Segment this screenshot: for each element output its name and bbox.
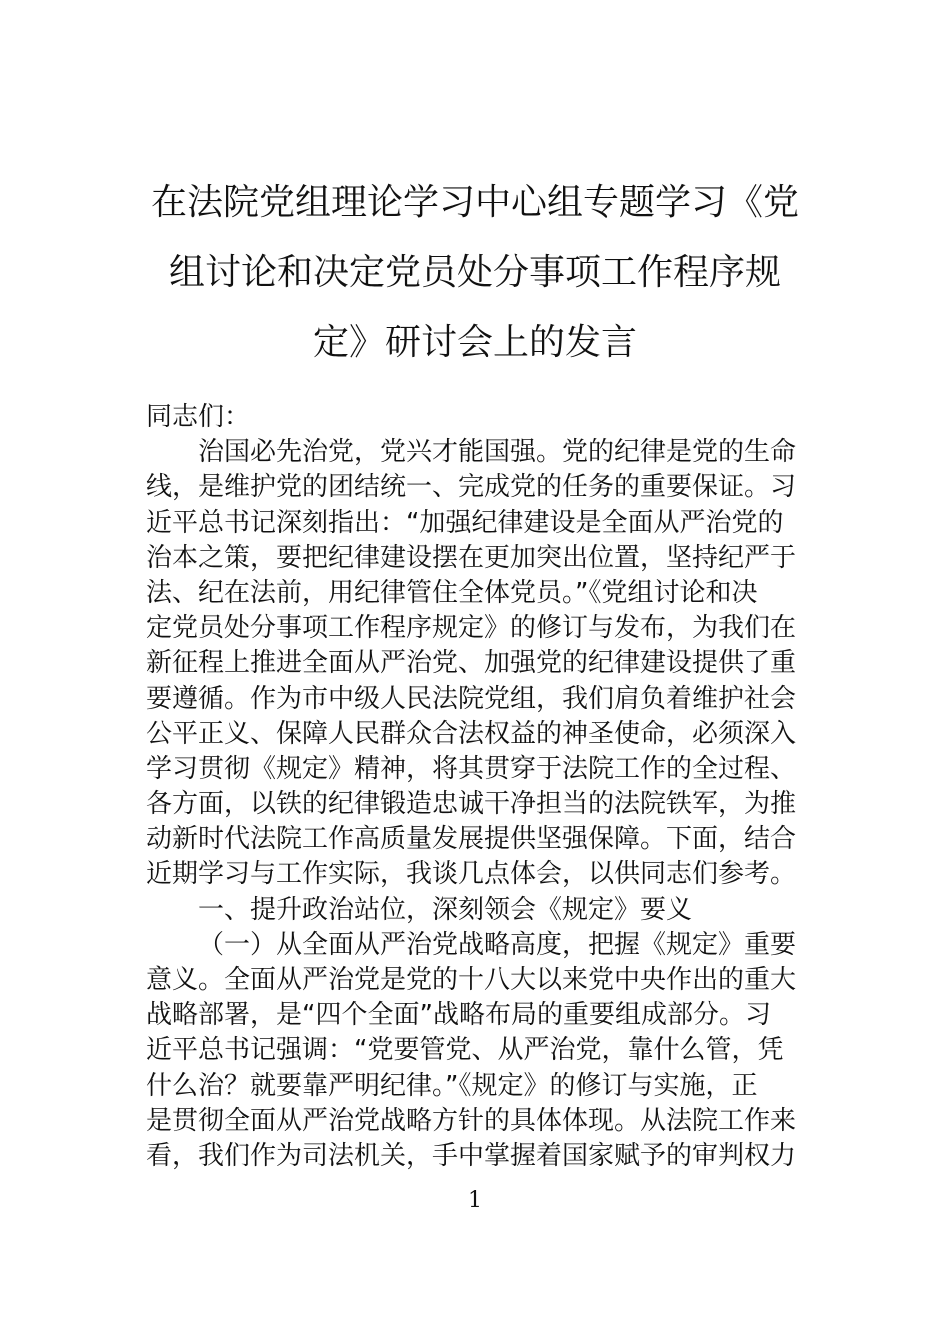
body-line: 近期学习与工作实际，我谈几点体会，以供同志们参考。: [146, 859, 797, 890]
body-line: 是贯彻全面从严治党战略方针的具体体现。从法院工作来: [146, 1105, 797, 1136]
body-line: 学习贯彻《规定》精神，将其贯穿于法院工作的全过程、: [146, 753, 797, 784]
body-line: 什么治？就要靠严明纪律。”《规定》的修订与实施，正: [146, 1070, 758, 1101]
body-line: 意义。全面从严治党是党的十八大以来党中央作出的重大: [146, 965, 797, 995]
salutation: 同志们：: [146, 402, 251, 432]
document-title: [150, 168, 800, 378]
section-heading: 一、提升政治站位，深刻领会《规定》要义: [198, 894, 693, 925]
body-line: 近平总书记强调：“党要管党、从严治党，靠什么管，凭: [146, 1035, 784, 1066]
body-line: 新征程上推进全面从严治党、加强党的纪律建设提供了重: [146, 648, 797, 679]
body-line: 要遵循。作为市中级人民法院党组，我们肩负着维护社会: [146, 683, 797, 714]
body-line: 看，我们作为司法机关，手中掌握着国家赋予的审判权力: [146, 1140, 797, 1171]
body-line: 治国必先治党，党兴才能国强。党的纪律是党的生命: [198, 437, 797, 468]
body-line: （一）从全面从严治党战略高度，把握《规定》重要: [198, 929, 797, 960]
body-line: 定党员处分事项工作程序规定》的修订与发布，为我们在: [146, 613, 797, 644]
title-line-2: 组讨论和决定党员处分事项工作程序规: [168, 252, 781, 293]
document-body: [146, 400, 806, 1174]
title-line-3: 定》研讨会上的发言: [312, 322, 637, 363]
body-line: 各方面，以铁的纪律锻造忠诚干净担当的法院铁军，为推: [146, 789, 797, 820]
body-line: 线，是维护党的团结统一、完成党的任务的重要保证。习: [146, 472, 797, 503]
body-line: 公平正义、保障人民群众合法权益的神圣使命，必须深入: [146, 718, 797, 749]
page-number: 1: [468, 1188, 482, 1213]
body-line: 治本之策，要把纪律建设摆在更加突出位置，坚持纪严于: [146, 542, 797, 573]
body-line: 战略部署，是“四个全面”战略布局的重要组成部分。习: [146, 1000, 771, 1031]
body-line: 近平总书记深刻指出：“加强纪律建设是全面从严治党的: [146, 507, 784, 538]
body-line: 法、纪在法前，用纪律管住全体党员。”《党组讨论和决: [146, 577, 758, 608]
body-line: 动新时代法院工作高质量发展提供坚强保障。下面，结合: [146, 824, 797, 855]
title-line-1: 在法院党组理论学习中心组专题学习《党: [150, 182, 799, 223]
